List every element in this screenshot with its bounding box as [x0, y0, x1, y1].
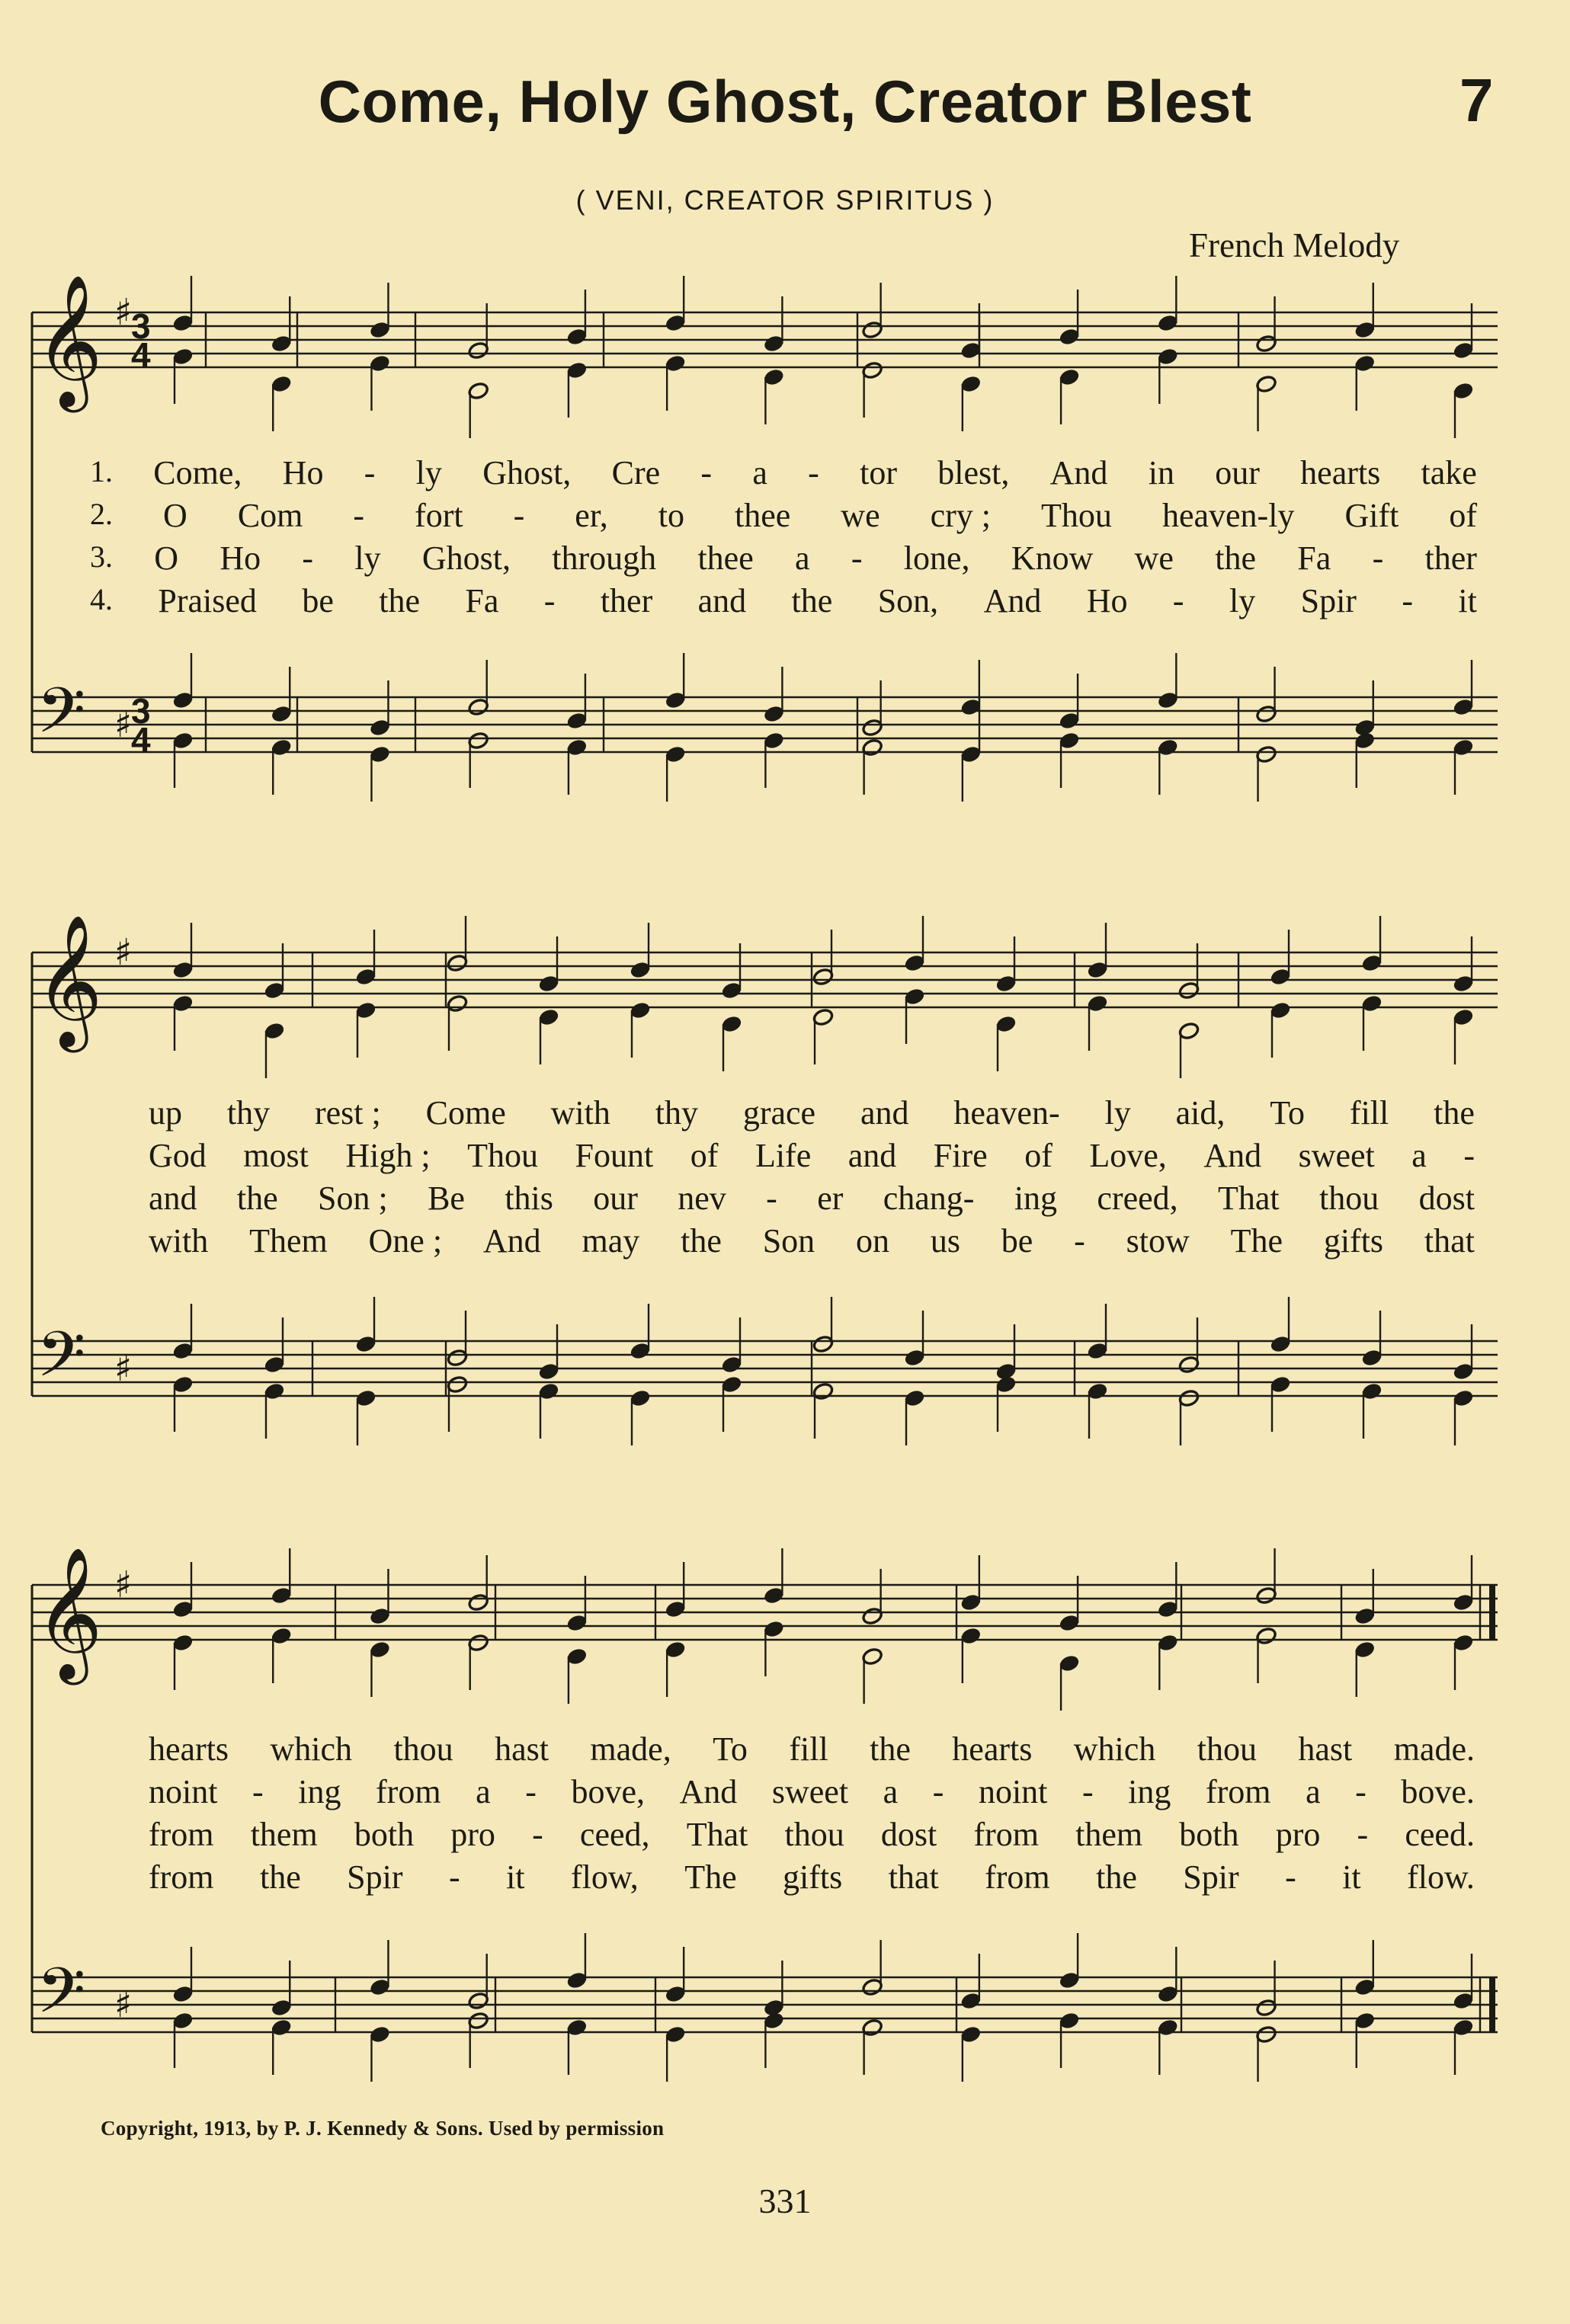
lyric-syllable: hearts — [1300, 454, 1381, 491]
lyric-syllable: stow — [1126, 1222, 1190, 1260]
lyric-syllable: - — [252, 1773, 264, 1810]
lyric-syllable: Them — [249, 1222, 328, 1260]
lyric-syllable: our — [593, 1180, 638, 1217]
lyric-syllable: a — [795, 539, 810, 577]
lyric-syllable: bove, — [571, 1773, 645, 1810]
lyric-syllable: and — [697, 582, 747, 619]
lyric-syllable: That — [686, 1816, 748, 1853]
lyric-syllable: - — [932, 1773, 944, 1810]
key-signature-sharp-icon: ♯ — [114, 931, 133, 974]
lyric-syllable: Fa — [1297, 539, 1331, 577]
lyric-syllable: Spir — [347, 1858, 403, 1896]
lyric-syllable: take — [1421, 454, 1477, 491]
lyric-syllable: To — [1270, 1094, 1306, 1132]
verse-number: 2. — [90, 497, 113, 531]
lyric-syllable: that — [1424, 1222, 1475, 1260]
lyric-syllable: a — [476, 1773, 491, 1810]
lyric-syllable: And — [679, 1773, 738, 1810]
lyric-syllable: Spir — [1183, 1858, 1239, 1896]
lyric-syllable: - — [353, 497, 365, 534]
lyric-syllable: ly — [354, 539, 381, 577]
lyric-syllable: ceed, — [579, 1816, 650, 1853]
lyric-syllable: - — [766, 1180, 777, 1217]
lyric-syllable: and — [149, 1180, 197, 1217]
lyric-syllable: that — [888, 1858, 939, 1896]
lyric-syllable: sweet — [771, 1773, 849, 1810]
lyric-syllable: Thou — [1041, 497, 1112, 534]
lyric-syllable: which — [1073, 1730, 1156, 1768]
composer-credit: French Melody — [1189, 226, 1400, 264]
hymn-number: 7 — [1459, 66, 1494, 134]
lyric-syllable: we — [1134, 539, 1174, 577]
lyric-syllable: - — [364, 454, 376, 491]
lyric-syllable: - — [1074, 1222, 1085, 1260]
lyric-syllable: gifts — [1323, 1222, 1384, 1260]
lyric-syllable: both — [354, 1816, 415, 1853]
lyric-syllable: creed, — [1097, 1180, 1178, 1217]
key-signature-sharp-icon: ♯ — [114, 291, 133, 334]
lyric-syllable: - — [448, 1858, 460, 1896]
lyric-line — [149, 1858, 1475, 1897]
lyric-syllable: with — [550, 1094, 610, 1132]
treble-staff — [32, 312, 1498, 367]
lyric-syllable: from — [149, 1858, 214, 1896]
lyric-syllable: from — [149, 1816, 214, 1853]
lyric-syllable: tor — [860, 454, 897, 491]
lyric-syllable: made. — [1393, 1730, 1475, 1768]
lyric-line — [149, 1179, 1475, 1218]
lyric-syllable: Cre — [611, 454, 661, 491]
lyric-syllable: Be — [428, 1180, 465, 1217]
lyric-syllable: ther — [1424, 539, 1477, 577]
lyric-line — [90, 453, 1477, 492]
lyric-syllable: Ho — [219, 539, 261, 577]
lyric-syllable: them — [1075, 1816, 1143, 1853]
lyric-syllable: Praised — [158, 582, 257, 619]
lyric-line — [149, 1093, 1475, 1132]
lyric-syllable: er — [817, 1180, 844, 1217]
lyric-syllable: hast — [495, 1730, 549, 1768]
lyric-syllable: fort — [415, 497, 463, 534]
lyric-syllable: the — [1096, 1858, 1137, 1896]
lyric-syllable: Ho — [282, 454, 324, 491]
lyric-syllable: Life — [755, 1137, 812, 1174]
lyric-line — [149, 1815, 1475, 1854]
lyric-syllable: may — [582, 1222, 640, 1260]
lyric-syllable: - — [1463, 1137, 1475, 1174]
lyric-syllable: fill — [1349, 1094, 1389, 1132]
lyric-syllable: from — [973, 1816, 1039, 1853]
lyric-syllable: - — [1172, 582, 1184, 619]
key-signature-sharp-icon: ♯ — [114, 1983, 133, 2026]
bass-clef-icon: 𝄢 — [37, 1317, 86, 1407]
lyric-syllable: the — [236, 1180, 278, 1217]
lyric-syllable: the — [870, 1730, 911, 1768]
lyric-syllable: of — [1449, 497, 1477, 534]
hymn-subtitle: ( VENI, CREATOR SPIRITUS ) — [575, 184, 995, 216]
lyric-syllable: through — [552, 539, 657, 577]
lyric-syllable: - — [1355, 1773, 1367, 1810]
lyric-syllable: - — [851, 539, 863, 577]
verse-number: 3. — [90, 539, 113, 574]
lyric-syllable: Gift — [1344, 497, 1399, 534]
lyric-syllable: it — [1342, 1858, 1361, 1896]
lyric-syllable: thy — [226, 1094, 271, 1132]
lyric-syllable: the — [259, 1858, 301, 1896]
lyric-syllable: Fire — [933, 1137, 988, 1174]
lyric-syllable: - — [1357, 1816, 1369, 1853]
lyric-syllable: ther — [600, 582, 653, 619]
lyric-syllable: - — [532, 1816, 543, 1853]
lyric-syllable: - — [525, 1773, 537, 1810]
lyric-syllable: aid, — [1175, 1094, 1226, 1132]
lyric-syllable: and — [860, 1094, 909, 1132]
lyric-syllable: - — [1402, 582, 1413, 619]
lyric-syllable: of — [690, 1137, 719, 1174]
lyric-syllable: pro — [450, 1816, 495, 1853]
lyric-syllable: bove. — [1401, 1773, 1475, 1810]
lyric-syllable: on — [856, 1222, 889, 1260]
lyric-syllable: lone, — [903, 539, 970, 577]
lyric-syllable: blest, — [937, 454, 1010, 491]
lyric-syllable: Ghost, — [421, 539, 511, 577]
lyric-syllable: which — [270, 1730, 353, 1768]
lyric-syllable: - — [1285, 1858, 1296, 1896]
lyric-syllable: nev — [678, 1180, 726, 1217]
lyric-syllable: dost — [880, 1816, 937, 1853]
lyric-syllable: the — [681, 1222, 722, 1260]
lyric-syllable: - — [1081, 1773, 1094, 1810]
time-signature-bottom: 4 — [131, 335, 151, 375]
treble-clef-icon: 𝄞 — [35, 914, 103, 1047]
time-signature-bottom: 4 — [131, 720, 151, 760]
hymn-title: Come, Holy Ghost, Creator Blest — [318, 68, 1252, 135]
lyric-syllable: ing — [1128, 1773, 1171, 1810]
lyric-syllable: this — [505, 1180, 553, 1217]
lyric-syllable: hearts — [952, 1730, 1033, 1768]
lyric-syllable: The — [1230, 1222, 1283, 1260]
treble-clef-icon: 𝄞 — [35, 274, 103, 407]
lyric-syllable: Com — [237, 497, 303, 534]
lyric-line — [149, 1730, 1475, 1769]
lyric-syllable: ceed. — [1405, 1816, 1475, 1853]
time-signature-top: 3 — [131, 691, 151, 731]
lyric-syllable: made, — [590, 1730, 671, 1768]
lyric-syllable: a — [883, 1773, 899, 1810]
lyric-syllable: be — [1001, 1222, 1033, 1260]
lyric-syllable: both — [1179, 1816, 1239, 1853]
lyric-syllable: sweet — [1298, 1137, 1375, 1174]
lyric-syllable: flow. — [1407, 1858, 1475, 1896]
lyric-line — [90, 581, 1477, 620]
lyric-syllable: pro — [1275, 1816, 1321, 1853]
key-signature-sharp-icon: ♯ — [114, 703, 133, 746]
lyric-syllable: it — [1458, 582, 1477, 619]
lyric-syllable: ly — [1229, 582, 1256, 619]
lyric-syllable: to — [658, 497, 684, 534]
lyric-syllable: Ho — [1086, 582, 1128, 619]
bass-clef-icon: 𝄢 — [37, 1954, 86, 2043]
lyric-syllable: That — [1218, 1180, 1280, 1217]
lyric-syllable: from — [376, 1773, 441, 1810]
lyric-syllable: them — [250, 1816, 318, 1853]
lyric-syllable: dost — [1418, 1180, 1475, 1217]
time-signature-top: 3 — [131, 306, 151, 346]
lyric-syllable: thee — [697, 539, 754, 577]
lyric-syllable: God — [149, 1137, 207, 1174]
lyric-syllable: noint — [978, 1773, 1048, 1810]
lyric-syllable: in — [1148, 454, 1174, 491]
lyric-syllable: and — [847, 1137, 897, 1174]
lyric-syllable: thy — [655, 1094, 698, 1132]
lyric-line — [90, 539, 1477, 578]
lyric-syllable: Love, — [1089, 1137, 1167, 1174]
lyric-syllable: us — [930, 1222, 960, 1260]
verse-number: 1. — [90, 454, 113, 488]
lyric-line — [149, 1772, 1475, 1811]
lyric-syllable: Son, — [877, 582, 939, 619]
lyric-syllable: er, — [575, 497, 608, 534]
lyric-syllable: the — [1434, 1094, 1475, 1132]
lyric-syllable: And — [1203, 1137, 1262, 1174]
lyric-syllable: up — [149, 1094, 182, 1132]
lyric-syllable: from — [985, 1858, 1050, 1896]
lyric-syllable: The — [684, 1858, 737, 1896]
lyric-syllable: of — [1024, 1137, 1053, 1174]
lyric-syllable: heaven-ly — [1161, 497, 1295, 534]
lyric-syllable: fill — [789, 1730, 828, 1768]
lyric-syllable: O — [154, 539, 179, 577]
system-3 — [32, 1547, 1498, 2082]
lyric-syllable: Son ; — [318, 1180, 388, 1217]
lyric-syllable: a — [752, 454, 767, 491]
lyric-line — [149, 1136, 1475, 1175]
lyric-syllable: a — [1411, 1137, 1427, 1174]
lyric-syllable: hast — [1298, 1730, 1353, 1768]
key-signature-sharp-icon: ♯ — [114, 1564, 133, 1606]
lyric-syllable: Know — [1011, 539, 1094, 577]
lyric-syllable: Come, — [153, 454, 242, 491]
lyric-syllable: it — [506, 1858, 525, 1896]
lyric-syllable: flow, — [570, 1858, 639, 1896]
lyric-syllable: To — [713, 1730, 748, 1768]
lyric-syllable: - — [700, 454, 713, 491]
lyric-syllable: rest ; — [314, 1094, 381, 1132]
bass-clef-icon: 𝄢 — [37, 674, 86, 763]
lyric-syllable: thou — [784, 1816, 844, 1853]
treble-clef-icon: 𝄞 — [35, 1547, 103, 1679]
lyric-syllable: - — [543, 582, 556, 619]
lyric-syllable: And — [1049, 454, 1108, 491]
lyric-syllable: most — [243, 1137, 309, 1174]
lyric-syllable: O — [163, 497, 187, 534]
lyric-syllable: Spir — [1300, 582, 1357, 619]
lyric-syllable: ly — [1104, 1094, 1131, 1132]
lyric-syllable: ly — [415, 454, 442, 491]
lyric-syllable: heaven- — [953, 1094, 1060, 1132]
lyric-syllable: ing — [298, 1773, 341, 1810]
lyric-syllable: ing — [1014, 1180, 1058, 1217]
verse-number: 4. — [90, 582, 113, 616]
lyric-syllable: grace — [742, 1094, 816, 1132]
lyric-syllable: thee — [734, 497, 791, 534]
lyric-syllable: thou — [1319, 1180, 1379, 1217]
lyric-syllable: the — [791, 582, 833, 619]
lyric-syllable: thou — [393, 1730, 453, 1768]
lyric-syllable: cry ; — [930, 497, 992, 534]
lyric-syllable: Ghost, — [482, 454, 572, 491]
lyric-syllable: Come — [425, 1094, 506, 1132]
lyric-syllable: the — [1215, 539, 1257, 577]
lyric-syllable: - — [513, 497, 525, 534]
lyric-syllable: And — [482, 1222, 541, 1260]
lyric-syllable: be — [302, 582, 334, 619]
lyric-syllable: And — [983, 582, 1042, 619]
lyric-syllable: chang- — [883, 1180, 975, 1217]
lyric-syllable: Thou — [467, 1137, 539, 1174]
lyric-syllable: from — [1205, 1773, 1271, 1810]
lyric-syllable: with — [149, 1222, 209, 1260]
lyric-syllable: a — [1306, 1773, 1321, 1810]
lyric-syllable: One ; — [368, 1222, 443, 1260]
lyric-syllable: our — [1215, 454, 1260, 491]
lyric-syllable: High ; — [345, 1137, 431, 1174]
lyric-syllable: hearts — [149, 1730, 229, 1768]
lyric-syllable: Fa — [465, 582, 499, 619]
lyric-syllable: the — [379, 582, 420, 619]
lyric-syllable: we — [841, 497, 880, 534]
page-number: 331 — [758, 2182, 812, 2220]
lyric-syllable: Fount — [575, 1137, 654, 1174]
lyric-syllable: noint — [149, 1773, 218, 1810]
lyric-line — [90, 496, 1477, 535]
system-1 — [32, 274, 1498, 802]
copyright-notice: Copyright, 1913, by P. J. Kennedy & Sons. Used by permission — [101, 2117, 665, 2140]
lyric-syllable: - — [808, 454, 819, 491]
key-signature-sharp-icon: ♯ — [114, 1347, 133, 1390]
lyric-syllable: gifts — [783, 1858, 843, 1896]
lyric-syllable: - — [302, 539, 314, 577]
lyric-syllable: Son — [762, 1222, 815, 1260]
lyric-syllable: thou — [1197, 1730, 1257, 1768]
lyric-syllable: - — [1372, 539, 1384, 577]
lyric-line — [149, 1221, 1475, 1260]
